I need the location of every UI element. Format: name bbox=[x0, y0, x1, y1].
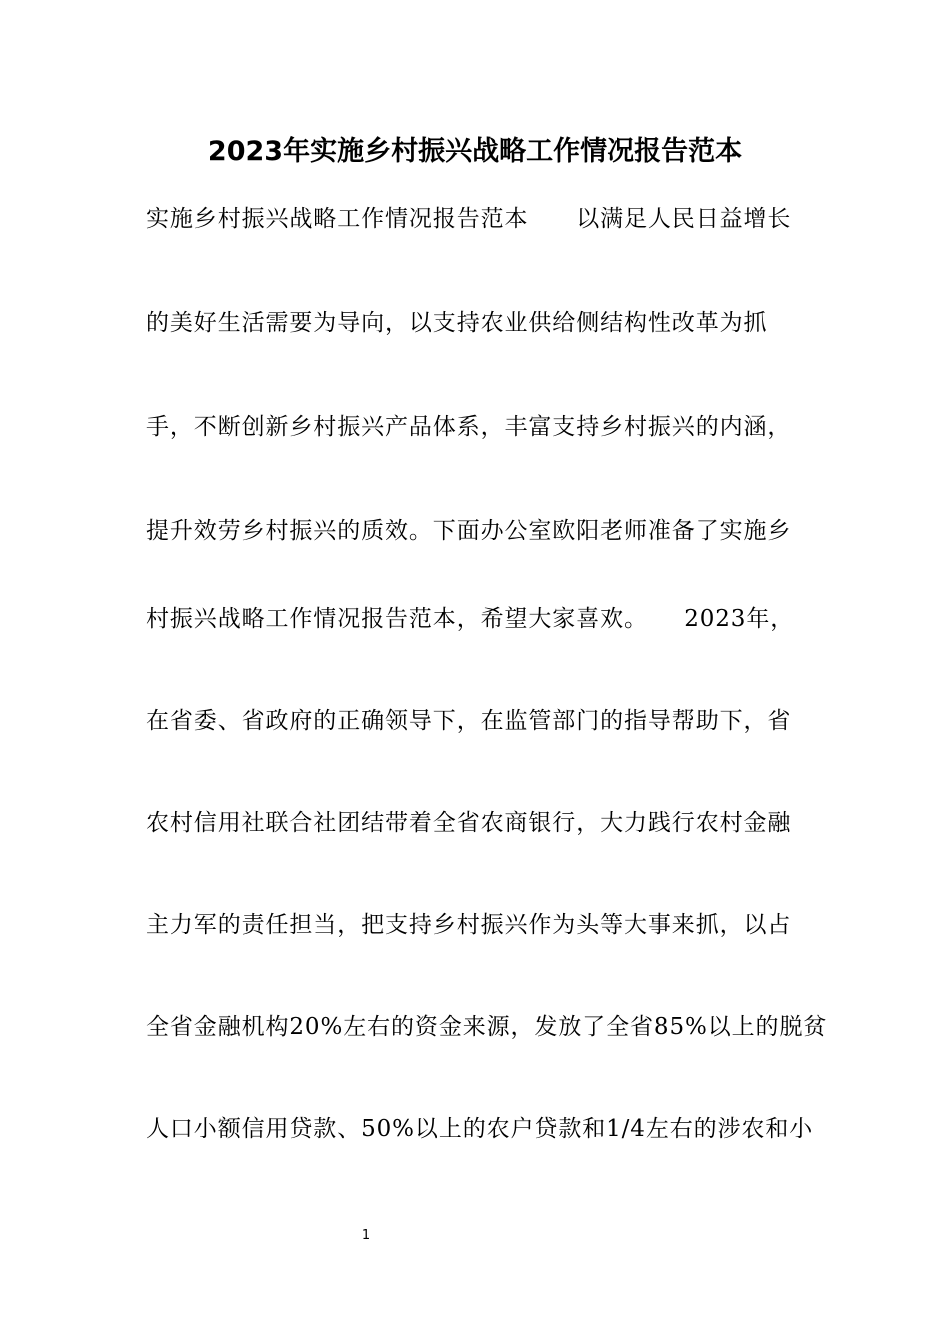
body-line-3: 手，不断创新乡村振兴产品体系，丰富支持乡村振兴的内涵， bbox=[146, 414, 792, 440]
body-line-5: 村振兴战略工作情况报告范本，希望大家喜欢。 2023年， bbox=[146, 606, 795, 632]
body-line-7: 农村信用社联合社团结带着全省农商银行，大力践行农村金融 bbox=[146, 810, 792, 836]
body-line-8: 主力军的责任担当，把支持乡村振兴作为头等大事来抓，以占 bbox=[146, 912, 792, 938]
body-line-2: 的美好生活需要为导向，以支持农业供给侧结构性改革为抓 bbox=[146, 310, 768, 336]
body-line-4: 提升效劳乡村振兴的质效。下面办公室欧阳老师准备了实施乡 bbox=[146, 518, 792, 544]
body-line-1: 实施乡村振兴战略工作情况报告范本 以满足人民日益增长 bbox=[146, 206, 792, 232]
body-line-6: 在省委、省政府的正确领导下，在监管部门的指导帮助下，省 bbox=[146, 708, 792, 734]
page-number: 1 bbox=[361, 1228, 371, 1243]
document-title: 2023年实施乡村振兴战略工作情况报告范本 bbox=[207, 136, 743, 167]
body-line-9: 全省金融机构20%左右的资金来源，发放了全省85%以上的脱贫 bbox=[146, 1014, 828, 1040]
body-line-10: 人口小额信用贷款、50%以上的农户贷款和1/4左右的涉农和小 bbox=[146, 1116, 814, 1142]
